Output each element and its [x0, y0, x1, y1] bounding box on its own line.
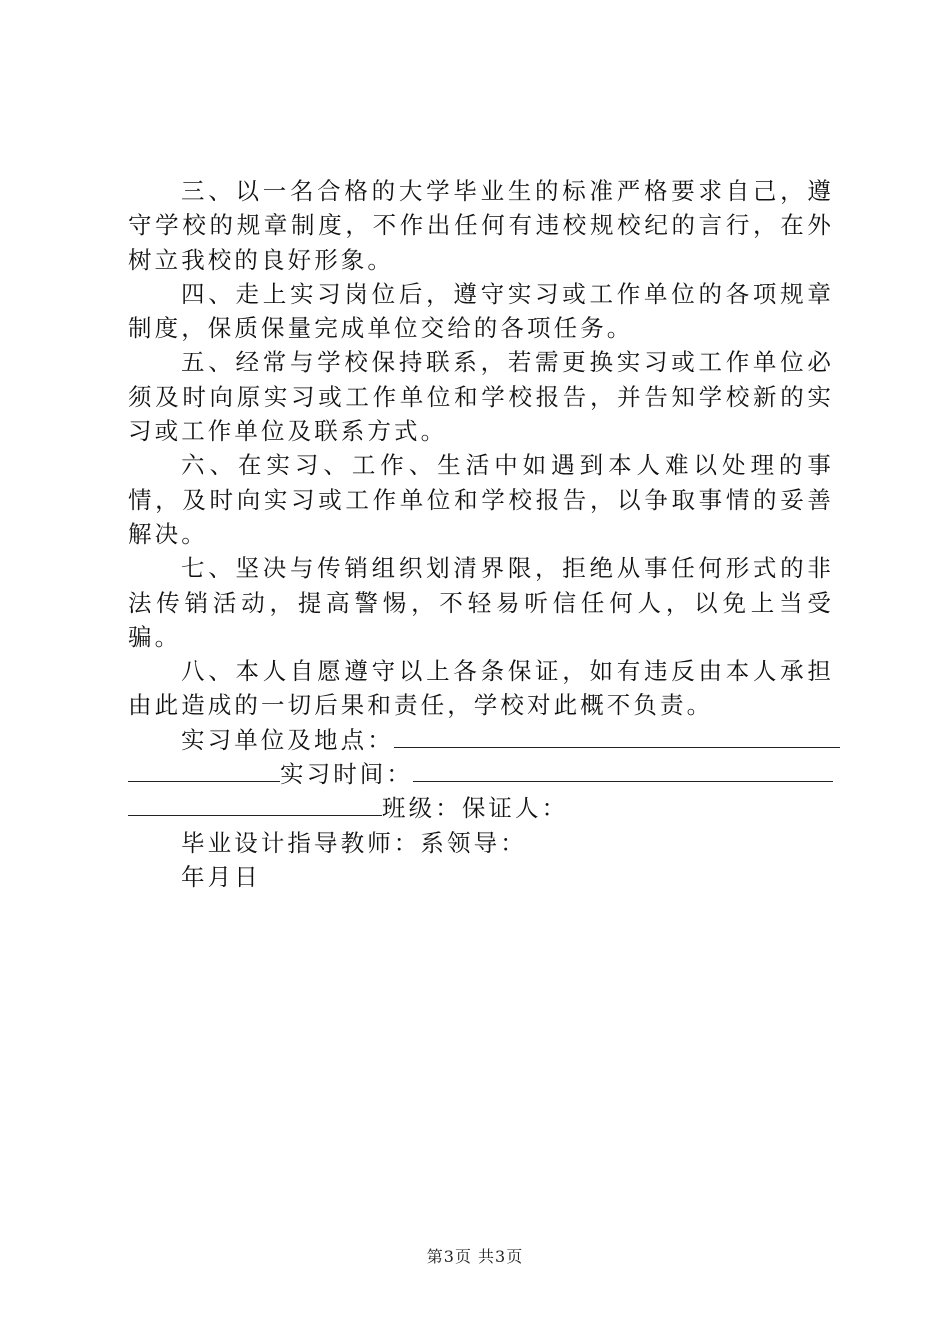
class-label: 班级： [382, 794, 462, 823]
internship-time-blank [413, 759, 833, 782]
internship-unit-row [128, 723, 834, 757]
date-row [128, 860, 834, 894]
internship-unit-blank [394, 725, 840, 748]
internship-time-row [128, 757, 834, 791]
signature-row [128, 826, 834, 860]
page-footer: 第3页 共3页 [426, 1247, 524, 1266]
internship-time-blank-continued [128, 793, 382, 816]
date-label: 年月日 [181, 862, 261, 891]
clause-7: 七、坚决与传销组织划清界限，拒绝从事任何形式的非法传销活动，提高警惕，不轻易听信任何人，以免上当受骗。 [128, 554, 834, 651]
internship-unit-label: 实习单位及地点： [181, 725, 394, 754]
guarantor-label: 保证人： [461, 794, 569, 823]
advisor-label: 毕业设计指导教师： [181, 828, 421, 857]
dept-leader-label: 系领导： [420, 828, 527, 857]
internship-time-label: 实习时间： [280, 760, 413, 789]
clause-5: 五、经常与学校保持联系，若需更换实习或工作单位必须及时向原实习或工作单位和学校报告，并告知学校新的实习或工作单位及联系方式。 [128, 348, 834, 446]
internship-unit-blank-continued [128, 759, 280, 782]
clause-6: 六、在实习、工作、生活中如遇到本人难以处理的事情，及时向实习或工作单位和学校报告，以争取事情的妥善解决。 [128, 451, 834, 548]
clause-8: 八、本人自愿遵守以上各条保证，如有违反由本人承担由此造成的一切后果和责任，学校对此概不负责。 [128, 657, 834, 720]
clause-3: 三、以一名合格的大学毕业生的标准严格要求自己，遵守学校的规章制度，不作出任何有违校规校纪的言行，在外树立我校的良好形象。 [128, 177, 834, 274]
class-guarantor-row [128, 791, 834, 825]
clause-4: 四、走上实习岗位后，遵守实习或工作单位的各项规章制度，保质保量完成单位交给的各项任务。 [128, 279, 834, 343]
document-body [128, 174, 834, 894]
